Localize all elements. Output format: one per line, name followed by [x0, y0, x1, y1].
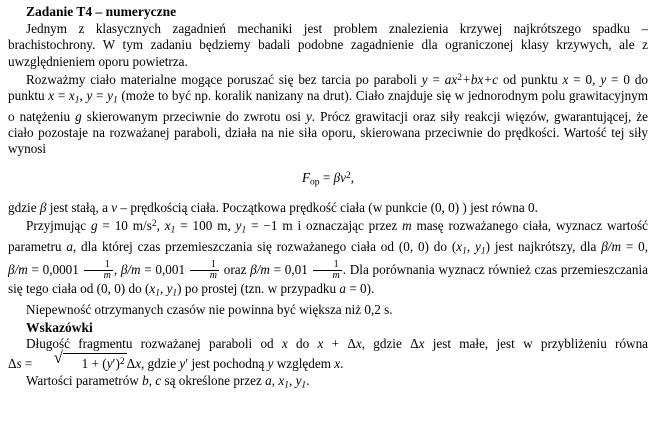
- equation-g: g: [75, 108, 82, 124]
- values-text-2: i oznaczając przez: [292, 218, 403, 234]
- equation-m: m: [402, 218, 412, 234]
- values-text-3: masę rozważanego ciała, wyznacz wartość parametru: [8, 218, 648, 255]
- equation-y1-sym: $y_1$: [295, 372, 307, 391]
- params-text-6: .: [306, 372, 310, 388]
- params-text-5: ,: [288, 372, 296, 388]
- setup-text-5: skierowanym przeciwnie do zwrotu osi: [81, 108, 306, 124]
- paragraph-hint-params: [8, 373, 648, 394]
- equation-delta-x: x: [418, 336, 425, 352]
- params-text-4: ,: [271, 372, 279, 388]
- params-text-2: ,: [148, 372, 156, 388]
- values-text-4: , dla której czas przemieszczania się rozważanego ciała od (0, 0) do (: [72, 239, 457, 255]
- equation-y1-value: $y_1$: [235, 218, 247, 236]
- uncertainty-text: Niepewność otrzymanych czasów nie powinna być większa niż 0,2 s.: [26, 301, 393, 317]
- equation-b: b: [142, 372, 149, 388]
- equation-delta-s: s: [16, 356, 22, 372]
- equation-v: v: [111, 200, 118, 216]
- params-text-3: są określone przez: [161, 372, 266, 388]
- equation-x-sym: x: [334, 356, 341, 372]
- equation-x1-sym: $x_1$: [278, 372, 289, 391]
- setup-text-4: (może to być np. koralik nanizany na drut). Ciało znajduje się w jednorodnym polu grawitacyjnym o natężeniu: [8, 88, 649, 124]
- equation-a-sym: a: [265, 372, 272, 388]
- hint-text-3: , gdzie: [361, 336, 411, 352]
- equation-start-point: x: [562, 71, 569, 87]
- setup-text-3: do punktu: [8, 71, 649, 104]
- paragraph-beta-def: [8, 200, 648, 216]
- paragraph-intro-text: Jednym z klasycznych zagadnień mechaniki jest problem znalezienia krzywej najkrótszego spadku – brachistochrony. W tym zadaniu będziemy badali podobne zagadnienie dla ograniczonej klasy krzywych, ale z uwzględnieniem oporu powietrza.: [8, 21, 648, 69]
- hint-text-5: , gdzie: [140, 356, 180, 372]
- beta-text-1: gdzie: [8, 200, 40, 216]
- hint-text-4: jest małe, jest w przybliżeniu równa: [424, 336, 649, 352]
- equation-y-prime: y′: [179, 356, 189, 372]
- hint-text-6: jest pochodną: [188, 356, 268, 372]
- equation-axis-y: y: [305, 108, 312, 124]
- equation-c: c: [155, 372, 162, 388]
- paragraph-setup: Rozważmy ciało materialne mogące poruszać się bez tarcia po paraboli $y = ax^2+bx+c$ od punktu x = 0, y = 0 do punktu $x = x_1$, $y = y_1$ (może to być np. koralik nanizany na drut). Ciało znajduje się w jednorodnym polu grawitacyjnym o natężeniu g skierowanym przeciwnie do zwrotu osi y. Prócz grawitacji oraz siły reakcji więzów, gwarantującej, że ciało pozostaje na rozważanej paraboli, działa na nie siła oporu, skierowana przeciwnie do prędkości. Wartość tej siły wynosi: [8, 71, 649, 157]
- equation-parabola-rhs: $ax^2+bx+c$: [444, 71, 499, 87]
- setup-text-2: od punktu: [498, 71, 563, 87]
- params-text-1: Wartości parametrów: [26, 372, 143, 388]
- hint-text-1: Długość fragmentu rozważanej paraboli od: [26, 336, 282, 352]
- equation-beta-m-001: β/m: [250, 261, 270, 277]
- equation-beta-m-0: β/m: [601, 239, 621, 255]
- display-equation-drag-force: $F_{op} = \beta v^2$,: [301, 169, 355, 188]
- task-heading: Zadanie T4 – numeryczne: [26, 4, 177, 19]
- paragraph-uncertainty: [8, 302, 648, 318]
- equation-x1-value: $x_1$: [164, 218, 176, 236]
- equation-x-plus-dx: x: [317, 336, 324, 352]
- values-text-1: Przyjmując: [26, 218, 91, 234]
- equation-a: a: [66, 239, 73, 255]
- hint-text-2: do: [287, 336, 318, 352]
- equation-g-value: g: [90, 218, 98, 234]
- equation-y-sym: y: [267, 356, 274, 372]
- setup-text-6: . Prócz grawitacji oraz siły reakcji więzów, gwarantującej, że ciało pozostaje na rozważanej paraboli, działa na nie siła oporu, skierowana przeciwnie do prędkości. Wartość tej siły wynosi: [8, 108, 648, 157]
- equation-beta-m-00001: β/m: [8, 261, 28, 277]
- paragraph-intro: [8, 21, 648, 70]
- hints-heading: Wskazówki: [26, 320, 93, 336]
- paragraph-values: Przyjmując g = 10 $m/s^2$, $x_1 = 100$ m, $y_1 = -1$ m i oznaczając przez m masę rozważanego ciała, wyznacz wartość parametru a, dla której czas przemieszczania się rozważanego ciała od (0, 0) do ($x_1$, $y_1$) jest najkrótszy, dla β/m = 0, β/m = 0,0001 $\frac{1}{m}$ , β/m = 0,001 $\frac{1}{m}$ oraz β/m = 0,01 $\frac{1}{m}$ . Dla porównania wyznacz również czas przemieszczania się tego ciała od (0, 0) do ($x_1$, $y_1$) po prostej (tzn. w przypadku a = 0).: [8, 218, 649, 299]
- setup-text-1: Rozważmy ciało materialne mogące poruszać się bez tarcia po paraboli: [26, 71, 422, 87]
- hint-text-8: .: [340, 356, 344, 372]
- equation-sqrt-term: √ $1 + (y')^2$: [36, 352, 127, 372]
- hint-text-7: względem: [273, 356, 335, 372]
- equation-x: x: [281, 336, 288, 352]
- equation-end-point: x: [48, 88, 55, 104]
- equation-beta: β: [39, 200, 47, 216]
- beta-text-2: jest stałą, a: [46, 200, 112, 216]
- equation-parabola: y: [421, 71, 428, 87]
- equation-beta-m-0001: β/m: [120, 261, 141, 277]
- paragraph-hint-arclength: Długość fragmentu rozważanej paraboli od x do x + Δx, gdzie Δx jest małe, jest w przybliżeniu równa Δs = √ $1 + (y')^2$ Δx, gdzie y′ jest pochodną y względem x.: [8, 336, 648, 373]
- beta-text-3: – prędkością ciała. Początkowa prędkość ciała (w punkcie (0, 0) ) jest równa 0.: [117, 200, 538, 216]
